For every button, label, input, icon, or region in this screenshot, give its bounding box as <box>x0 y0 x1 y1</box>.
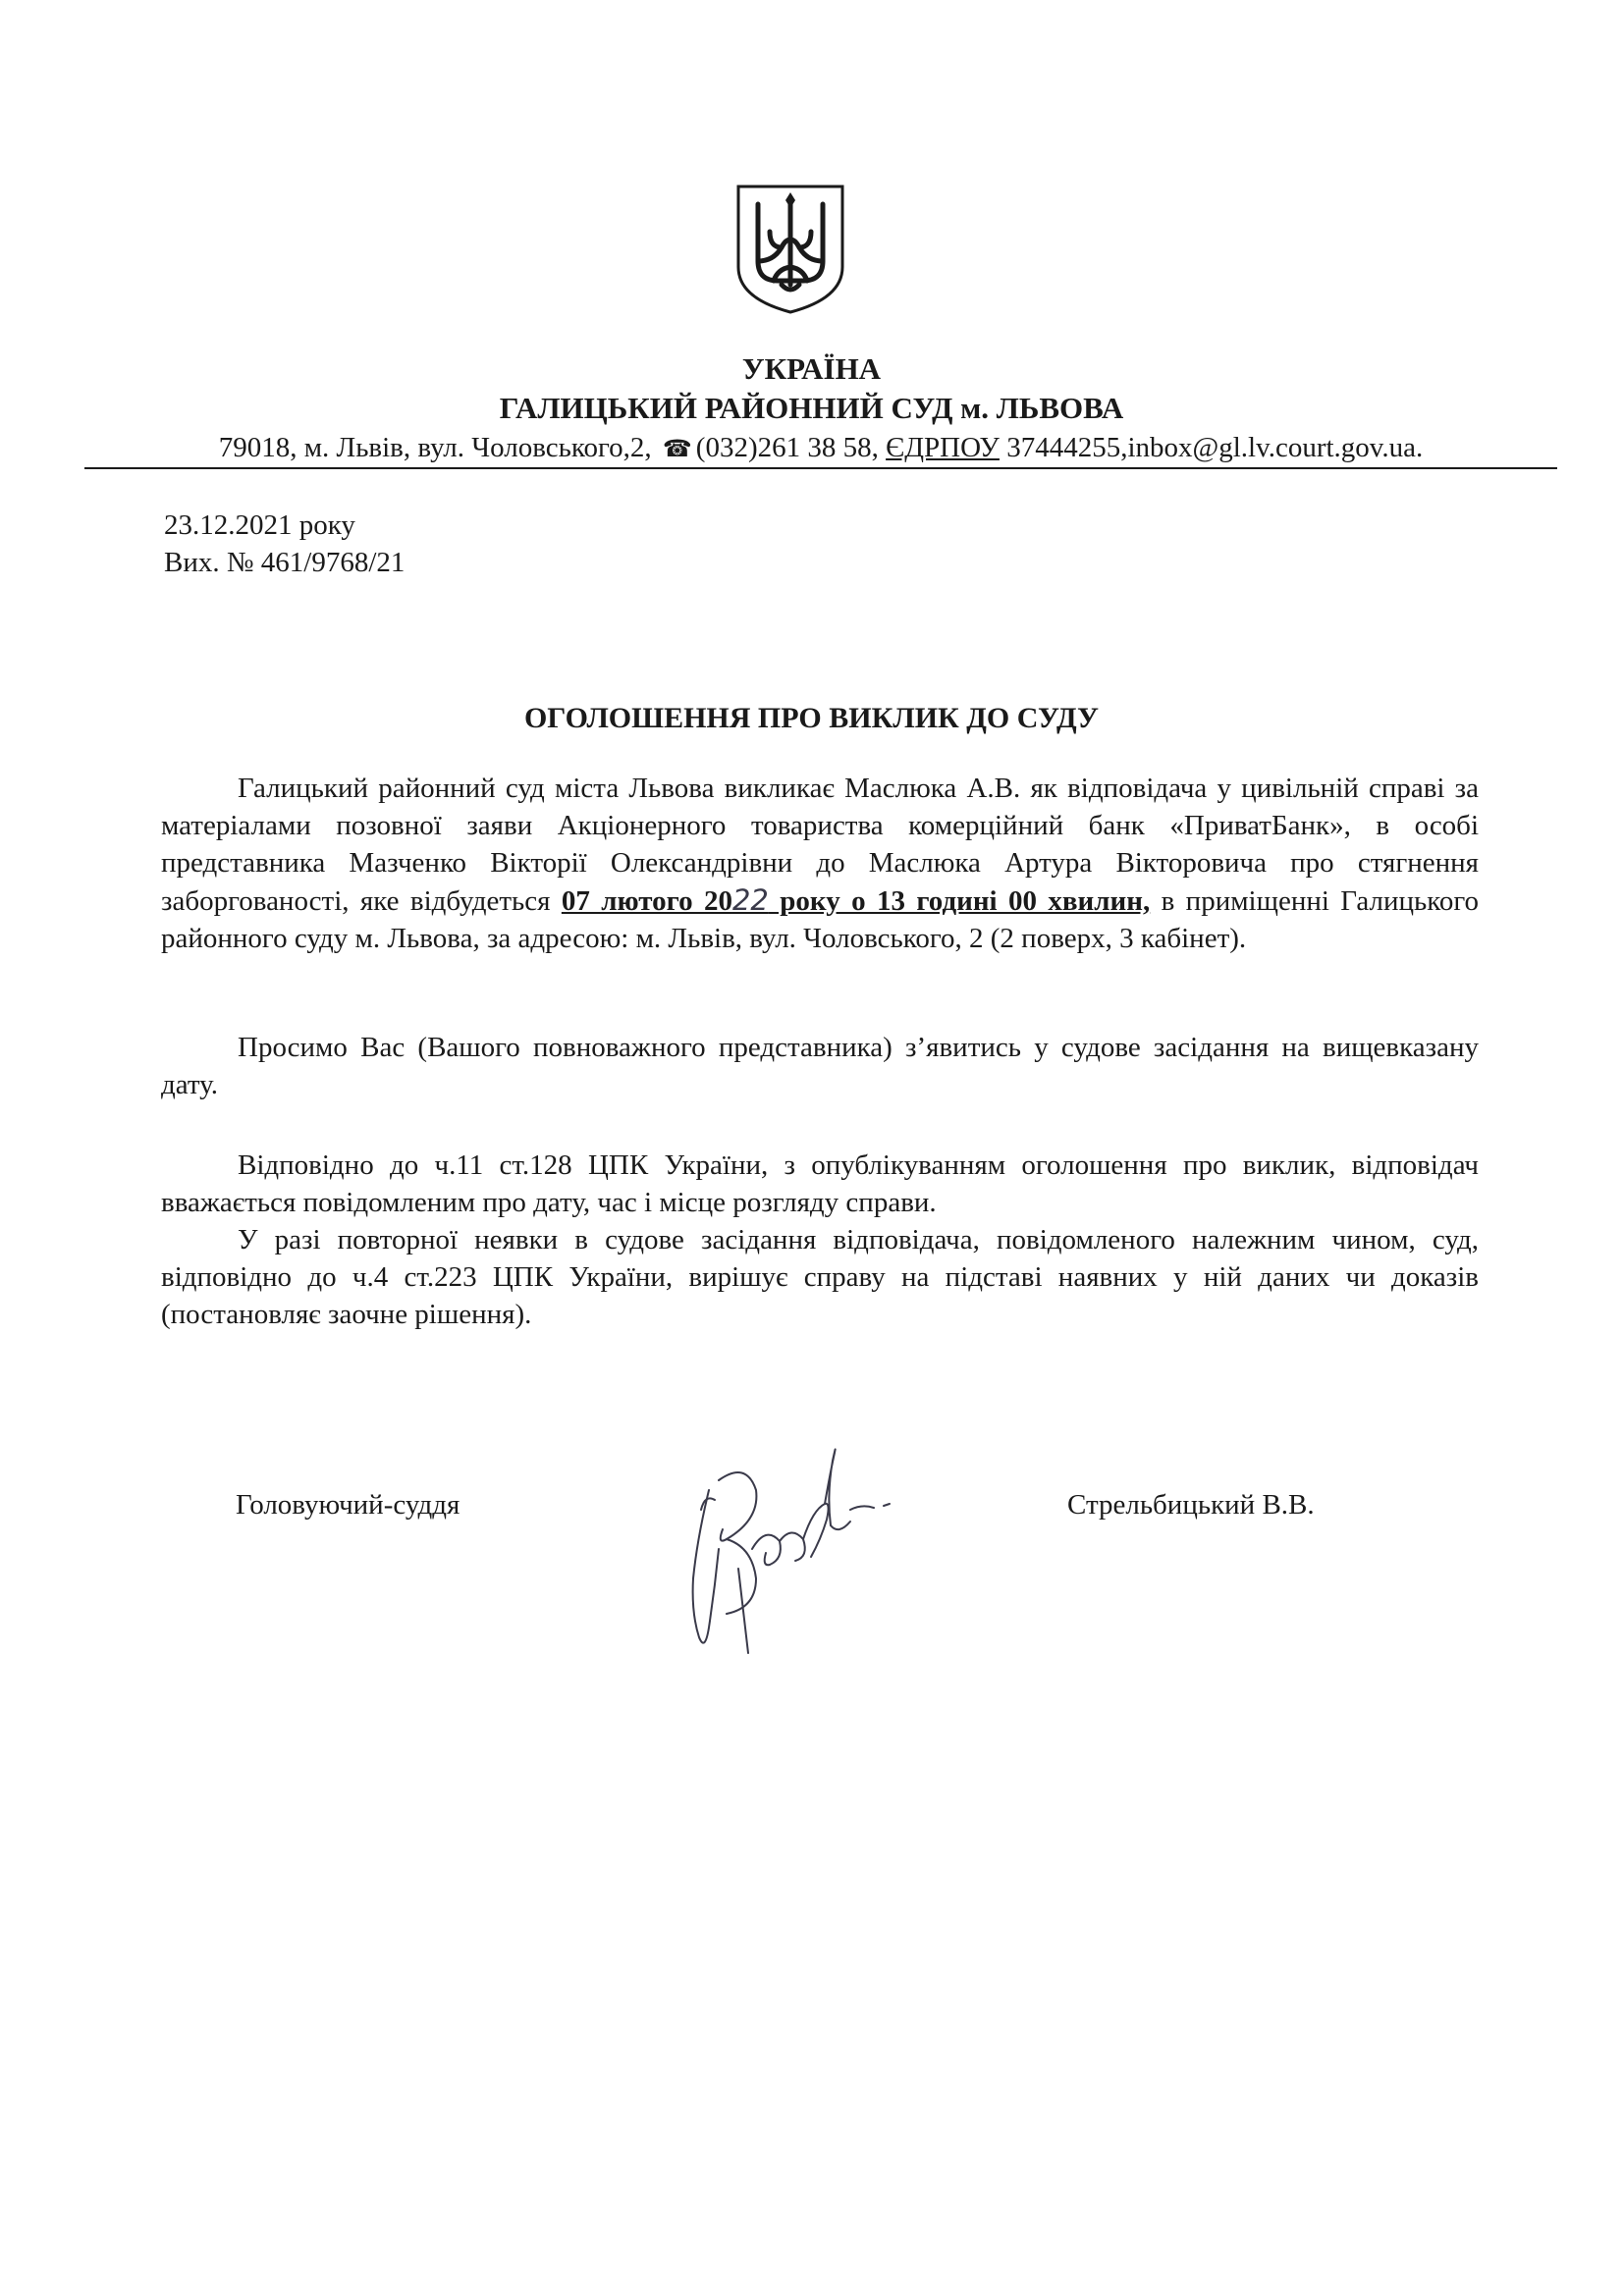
court-contact-line <box>84 428 1557 469</box>
absence-consequence-paragraph: У разі повторної неявки в судове засідання відповідача, повідомленого належним чином, суд, відповідно до ч.4 ст.223 ЦПК України, вирішує справу на підставі наявних у ній даних чи доказів (постановляє заочне рішення). <box>161 1224 1479 1330</box>
appearance-request-paragraph: Просимо Вас (Вашого повноважного представника) з’явитись у судове засідання на вищевказану дату. <box>161 1032 1479 1100</box>
notification-paragraph: Відповідно до ч.11 ст.128 ЦПК України, з опублікуванням оголошення про виклик, відповідач вважається повідомленим про дату, час і місце розгляду справи. <box>161 1149 1479 1218</box>
judge-name: Стрельбицький В.В. <box>1067 1489 1315 1521</box>
court-phone: (032)261 38 58, <box>695 432 879 463</box>
outgoing-number: Вих. № 461/9768/21 <box>164 547 406 578</box>
court-address: 79018, м. Львів, вул. Чоловського,2, <box>218 432 652 463</box>
edrpou-label: ЄДРПОУ <box>886 432 1000 463</box>
summons-text-start: Галицький районний суд міста Львова викликає Маслюка А.В. як відповідача у цивільній справі за матеріалами позовної заяви Акціонерного товариства комерційний банк «ПриватБанк», в особі представника Мазченко Вікторії Олександрівни до Маслюка Артура Вікторовича про стягнення заборгованості, яке відбудеться <box>161 773 1479 917</box>
summons-text-end: в приміщенні Галицького районного суду м. Львова, за адресою: м. Львів, вул. Чоловського, 2 (2 поверх, 3 кабінет). <box>161 885 1479 954</box>
country-heading: УКРАЇНА <box>741 351 882 386</box>
court-heading: ГАЛИЦЬКИЙ РАЙОННИЙ СУД м. ЛЬВОВА <box>499 391 1124 425</box>
handwritten-year: 22 <box>731 883 769 917</box>
handwritten-signature <box>658 1431 903 1659</box>
judge-role: Головуючий-суддя <box>236 1489 460 1521</box>
document-date: 23.12.2021 року <box>164 509 355 541</box>
edrpou-code-email: 37444255,inbox@gl.lv.court.gov.ua. <box>999 432 1424 463</box>
hearing-time-part: року о 13 годині 00 хвилин, <box>768 885 1151 917</box>
coat-of-arms-emblem <box>734 183 846 316</box>
document-title: ОГОЛОШЕННЯ ПРО ВИКЛИК ДО СУДУ <box>523 702 1100 734</box>
hearing-datetime <box>562 885 1150 917</box>
summons-paragraph <box>161 770 1479 957</box>
telephone-icon: ☎ <box>662 437 692 462</box>
hearing-date-part: 07 лютого 20 <box>561 885 732 917</box>
